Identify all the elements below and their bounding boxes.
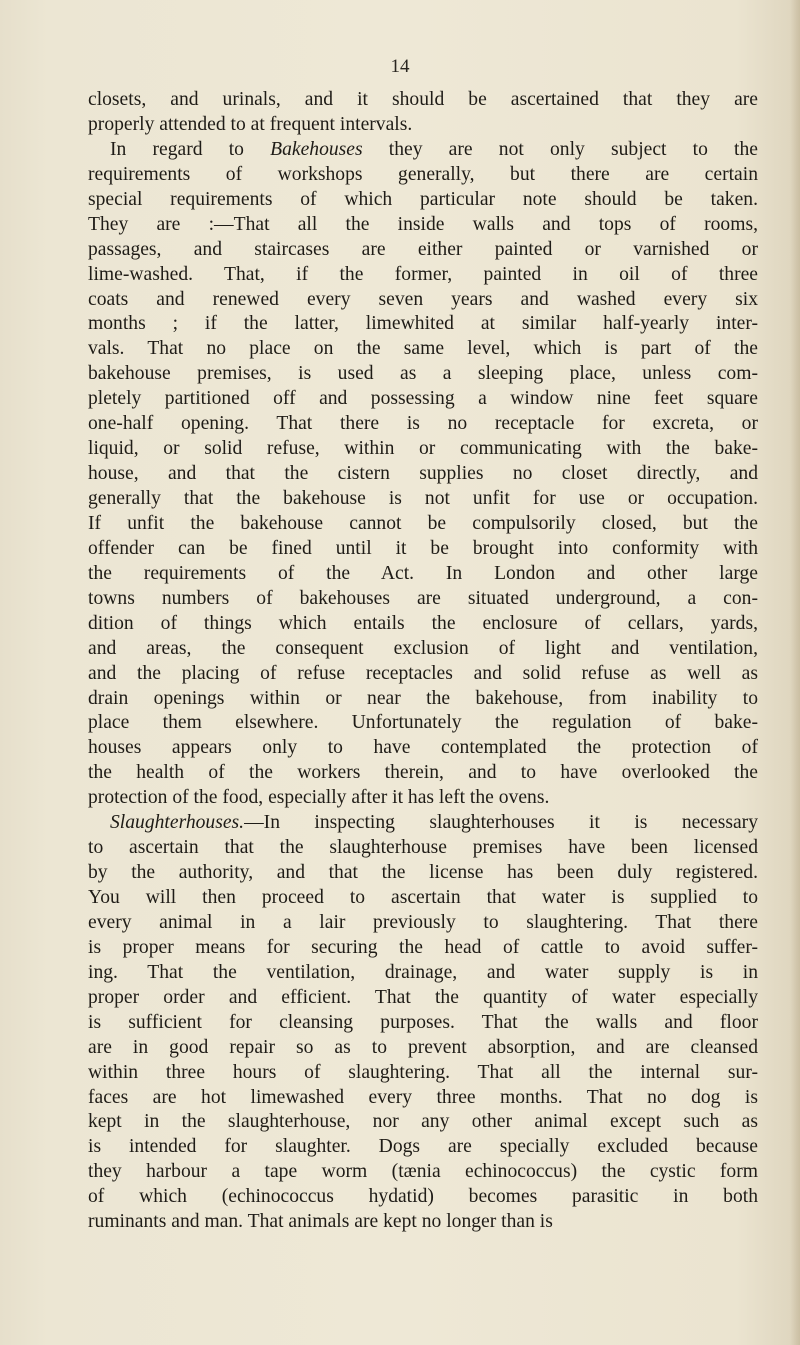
line-text: to ascertain that the slaughterhouse premises have been licensed — [88, 837, 758, 859]
text-line — [88, 562, 758, 587]
text-line — [88, 911, 758, 936]
line-text: they harbour a tape worm (tænia echinococcus) the cystic form — [88, 1161, 758, 1183]
text-line — [88, 761, 758, 786]
line-text: towns numbers of bakehouses are situated underground, a con- — [88, 587, 758, 609]
text-line — [88, 1160, 758, 1185]
text-line — [88, 612, 758, 637]
text-line — [88, 263, 758, 288]
line-text: vals. That no place on the same level, which is part of the — [88, 338, 758, 360]
text-line — [88, 637, 758, 662]
text-line — [88, 512, 758, 537]
text-line — [88, 836, 758, 861]
text-line — [88, 88, 758, 113]
line-text-before: In regard to — [110, 138, 271, 160]
text-line — [88, 138, 758, 163]
line-text: coats and renewed every seven years and washed every six — [88, 288, 758, 310]
text-line — [88, 961, 758, 986]
line-text: kept in the slaughterhouse, nor any other animal except such as — [88, 1111, 758, 1133]
line-text: closets, and urinals, and it should be ascertained that they are — [88, 89, 758, 110]
line-text: special requirements of which particular note should be taken. — [88, 188, 758, 210]
line-text: one-half opening. That there is no receptacle for excreta, or — [88, 413, 758, 435]
text-line — [88, 387, 758, 412]
line-text: protection of the food, especially after it has left the ovens. — [88, 787, 550, 809]
text-line — [88, 786, 758, 811]
text-line — [88, 1036, 758, 1061]
line-text: place them elsewhere. Unfortunately the regulation of bake- — [88, 712, 758, 734]
section-heading: Bakehouses — [270, 138, 363, 160]
text-line — [88, 462, 758, 487]
text-line — [88, 936, 758, 961]
text-line — [88, 711, 758, 736]
text-line — [88, 587, 758, 612]
line-text: They are :—That all the inside walls and tops of rooms, — [88, 213, 758, 235]
text-line — [88, 362, 758, 387]
line-text: the health of the workers therein, and to have overlooked the — [88, 762, 758, 784]
text-line — [88, 861, 758, 886]
line-text: ing. That the ventilation, drainage, and water supply is in — [88, 961, 758, 983]
line-text: requirements of workshops generally, but there are certain — [88, 163, 758, 185]
line-text: is proper means for securing the head of cattle to avoid suffer- — [88, 936, 758, 958]
text-line — [88, 412, 758, 437]
text-line — [88, 1210, 758, 1235]
text-line — [88, 537, 758, 562]
line-text: and the placing of refuse receptacles and solid refuse as well as — [88, 662, 758, 684]
line-text: —In inspecting slaughterhouses it is necessary — [244, 812, 758, 834]
text-line — [88, 1135, 758, 1160]
text-line — [88, 188, 758, 213]
text-line — [88, 163, 758, 188]
line-text: months ; if the latter, limewhited at similar half-yearly inter- — [88, 313, 758, 335]
line-text: generally that the bakehouse is not unfit for use or occupation. — [88, 488, 758, 509]
line-text: properly attended to at frequent intervals. — [88, 113, 413, 135]
line-text: are in good repair so as to prevent absorption, and are cleansed — [88, 1036, 758, 1058]
text-line — [88, 1110, 758, 1135]
line-text: offender can be fined until it be brought into conformity with — [88, 537, 758, 559]
line-text: passages, and staircases are either painted or varnished or — [88, 238, 758, 260]
line-text: every animal in a lair previously to slaughtering. That there — [88, 911, 758, 933]
line-text: within three hours of slaughtering. That all the internal sur- — [88, 1061, 758, 1083]
line-text: ruminants and man. That animals are kept no longer than is — [88, 1211, 553, 1233]
line-text: lime-washed. That, if the former, painted in oil of three — [88, 263, 758, 285]
text-line — [88, 662, 758, 687]
text-line — [88, 736, 758, 761]
line-text: they are not only subject to the — [388, 138, 758, 160]
text-line — [88, 288, 758, 313]
line-text: is intended for slaughter. Dogs are specially excluded because — [88, 1136, 758, 1158]
line-text: faces are hot limewashed every three months. That no dog is — [88, 1086, 758, 1108]
text-line — [88, 1061, 758, 1086]
text-line — [88, 811, 758, 836]
line-text: house, and that the cistern supplies no closet directly, and — [88, 463, 758, 485]
text-line — [88, 213, 758, 238]
page-edge-shadow — [790, 0, 800, 1345]
text-line — [88, 238, 758, 263]
body-text — [88, 88, 758, 1235]
line-text: and areas, the consequent exclusion of light and ventilation, — [88, 637, 758, 659]
line-text: If unfit the bakehouse cannot be compulsorily closed, but the — [88, 512, 758, 534]
page-number: 14 — [390, 56, 410, 77]
line-text: is sufficient for cleansing purposes. That the walls and floor — [88, 1011, 758, 1033]
text-line — [88, 487, 758, 512]
line-text: of which (echinococcus hydatid) becomes parasitic in both — [88, 1186, 758, 1208]
line-text: houses appears only to have contemplated the protection of — [88, 737, 758, 759]
text-line — [88, 312, 758, 337]
section-heading: Slaughterhouses. — [110, 812, 245, 834]
line-text: by the authority, and that the license has been duly registered. — [88, 862, 758, 884]
line-text: You will then proceed to ascertain that water is supplied to — [88, 887, 758, 908]
text-line — [88, 687, 758, 712]
line-text: bakehouse premises, is used as a sleeping place, unless com- — [88, 363, 758, 385]
text-line — [88, 1011, 758, 1036]
text-line — [88, 1086, 758, 1111]
line-text: dition of things which entails the enclosure of cellars, yards, — [88, 612, 758, 634]
line-text: pletely partitioned off and possessing a window nine feet square — [88, 388, 758, 410]
text-line — [88, 1185, 758, 1210]
text-line — [88, 437, 758, 462]
line-text: proper order and efficient. That the quantity of water especially — [88, 986, 758, 1008]
text-line — [88, 337, 758, 362]
text-line — [88, 986, 758, 1011]
text-line — [88, 886, 758, 911]
line-text: the requirements of the Act. In London and other large — [88, 562, 758, 584]
text-line — [88, 113, 758, 138]
line-text: drain openings within or near the bakehouse, from inability to — [88, 687, 758, 709]
line-text: liquid, or solid refuse, within or communicating with the bake- — [88, 438, 758, 460]
